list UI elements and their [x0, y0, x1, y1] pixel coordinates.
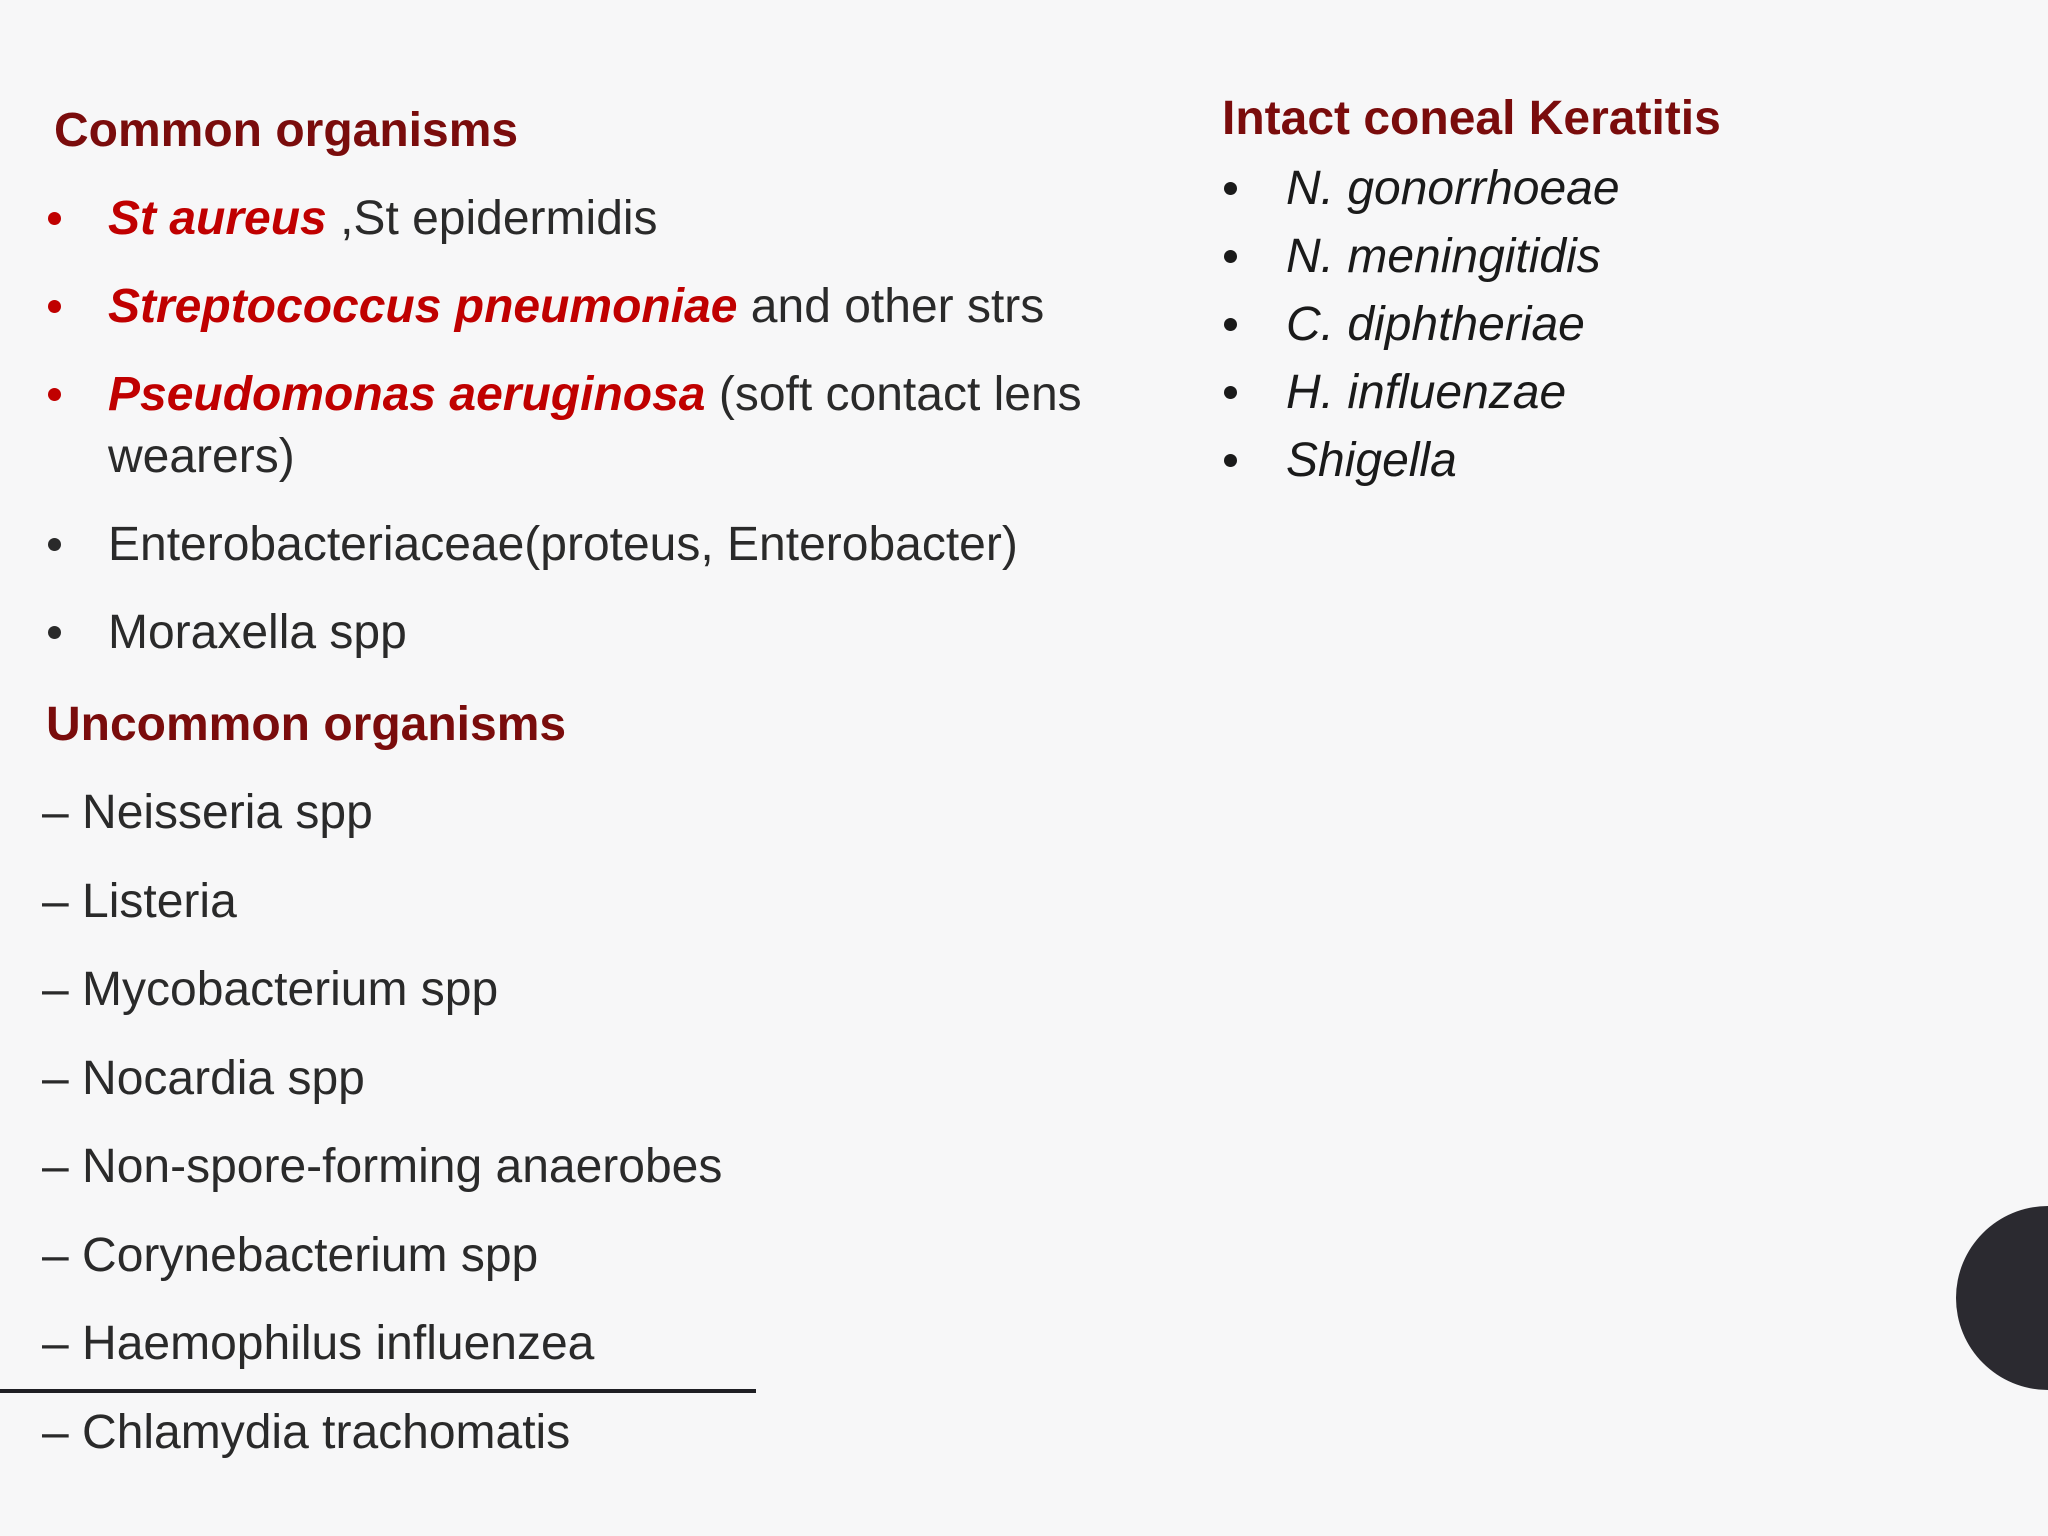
- organism-note: and other strs: [737, 280, 1045, 333]
- bullet-icon: [1224, 182, 1237, 195]
- list-item: – Chlamydia trachomatis: [42, 1405, 571, 1459]
- bullet-icon: [1224, 250, 1237, 263]
- bullet-icon: [1224, 454, 1237, 467]
- intact-keratitis-list: [1222, 158, 1982, 498]
- list-item-shigella: [1222, 430, 1982, 492]
- list-item: – Listeria: [42, 874, 237, 928]
- list-item-streptococcus: [48, 276, 1168, 338]
- list-item: – Haemophilus influenzea: [42, 1317, 595, 1370]
- list-item: – Nocardia spp: [42, 1051, 365, 1105]
- organism-note: (soft contact lens wearers): [108, 368, 1082, 483]
- bullet-icon: [48, 388, 61, 401]
- common-organisms-list: [48, 188, 1168, 690]
- list-item-pseudomonas: [48, 364, 1168, 488]
- organism-note: ,St epidermidis: [326, 192, 658, 245]
- organism-name: Moraxella spp: [108, 606, 407, 659]
- list-item: – Mycobacterium spp: [42, 963, 499, 1016]
- bullet-icon: [48, 300, 61, 313]
- bullet-icon: [48, 212, 61, 225]
- bullet-icon: [1224, 386, 1237, 399]
- uncommon-organisms-heading: Uncommon organisms: [46, 698, 567, 751]
- bullet-icon: [48, 538, 61, 551]
- bullet-icon: [1224, 318, 1237, 331]
- organism-name: N. gonorrhoeae: [1286, 162, 1620, 215]
- list-item-enterobacteriaceae: [48, 514, 1168, 576]
- decorative-circle: [1956, 1206, 2048, 1390]
- list-item: – Neisseria spp: [42, 786, 373, 839]
- organism-name: Enterobacteriaceae(proteus, Enterobacter): [108, 518, 1018, 571]
- intact-keratitis-heading: Intact coneal Keratitis: [1222, 92, 1721, 145]
- list-item-meningitidis: [1222, 226, 1982, 288]
- organism-name: N. meningitidis: [1286, 230, 1601, 283]
- organism-name: Shigella: [1286, 434, 1457, 487]
- bullet-icon: [48, 626, 61, 639]
- organism-name: C. diphtheriae: [1286, 298, 1585, 351]
- organism-name: Pseudomonas aeruginosa: [108, 368, 706, 421]
- list-item-moraxella: [48, 602, 1168, 664]
- list-item-diphtheriae: [1222, 294, 1982, 356]
- organism-name: H. influenzae: [1286, 366, 1567, 419]
- uncommon-organisms-list: [42, 782, 942, 1490]
- list-item: – Corynebacterium spp: [42, 1228, 539, 1282]
- list-item-gonorrhoeae: [1222, 158, 1982, 220]
- organism-name: St aureus: [108, 192, 327, 245]
- list-item-influenzae: [1222, 362, 1982, 424]
- list-item-st-aureus: [48, 188, 1168, 250]
- list-item: – Non-spore-forming anaerobes: [42, 1140, 723, 1193]
- divider-line: [0, 1389, 756, 1393]
- common-organisms-heading: Common organisms: [54, 104, 519, 157]
- organism-name: Streptococcus pneumoniae: [108, 280, 738, 333]
